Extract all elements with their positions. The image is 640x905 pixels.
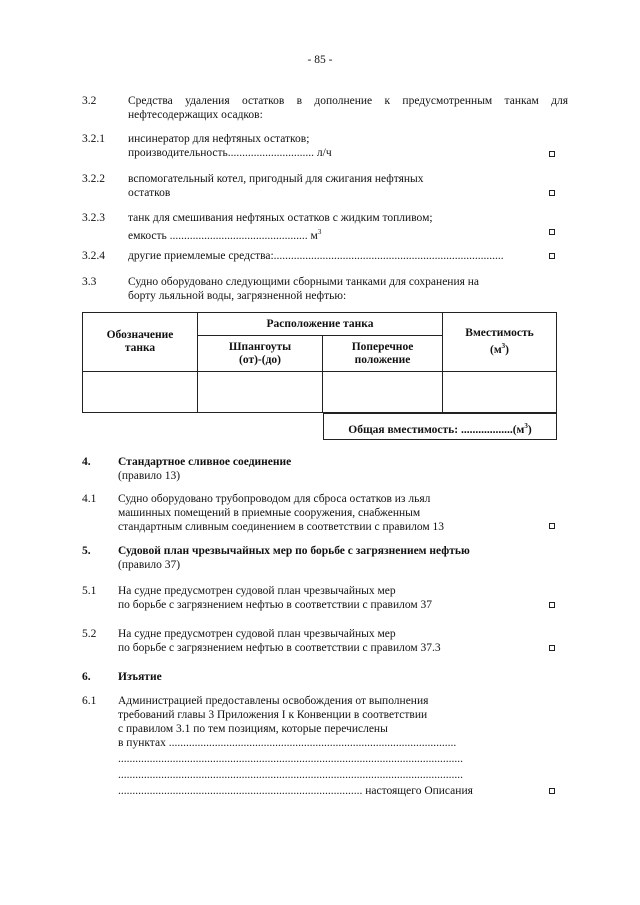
- section-title: Судовой план чрезвычайных мер по борьбе с загрязнением нефтью: [118, 545, 470, 557]
- checkbox[interactable]: [549, 523, 555, 529]
- item-text-line: инсинератор для нефтяных остатков;: [128, 133, 310, 145]
- checkbox[interactable]: [549, 190, 555, 196]
- table-cell[interactable]: [83, 372, 198, 413]
- item-number: 5.2: [82, 628, 97, 640]
- item-text-line: На судне предусмотрен судовой план чрезвычайных мер: [118, 628, 396, 640]
- checkbox[interactable]: [549, 788, 555, 794]
- item-text-line: Судно оборудовано следующими сборными танками для сохранения на: [128, 276, 480, 288]
- item-text-line: машинных помещений в приемные сооружения, снабженным: [118, 507, 421, 519]
- section-rule: (правило 37): [118, 559, 181, 571]
- item-text-line: Администрацией предоставлены освобождения от выполнения: [118, 695, 429, 707]
- item-number: 3.3: [82, 276, 97, 288]
- item-text-line: емкость ................................................ $м^3$: [128, 228, 322, 242]
- col-header-capacity: Вместимость $(м^3)$: [443, 313, 557, 372]
- item-text-line: по борьбе с загрязнением нефтью в соответствии с правилом 37: [118, 599, 433, 611]
- item-number: 3.2.3: [82, 212, 105, 224]
- section-title: Изъятие: [118, 671, 162, 683]
- item-text-line: требований главы 3 Приложения I к Конвенции в соответствии: [118, 709, 428, 721]
- total-capacity: Общая вместимость: $..................(м^3)$: [323, 413, 557, 440]
- item-text-line: На судне предусмотрен судовой план чрезвычайных мер: [118, 585, 396, 597]
- item-number: 6.1: [82, 695, 97, 707]
- item-text-line: с правилом 3.1 по тем позициям, которые перечислены: [118, 723, 388, 735]
- dotted-line: ........................................................................................................................: [118, 769, 463, 781]
- item-text-line: стандартным сливным соединением в соответствии с правилом 13: [118, 521, 445, 533]
- section-title: Стандартное сливное соединение: [118, 456, 292, 468]
- checkbox[interactable]: [549, 645, 555, 651]
- dotted-line: ........................................................................................................................: [118, 753, 463, 765]
- checkbox[interactable]: [549, 229, 555, 235]
- checkbox[interactable]: [549, 151, 555, 157]
- page-number: - 85 -: [307, 54, 333, 66]
- item-text-line: остатков: [128, 187, 171, 199]
- section-number: 6.: [82, 671, 91, 683]
- checkbox[interactable]: [549, 602, 555, 608]
- item-text-line: Судно оборудовано трубопроводом для сброса остатков из льял: [118, 493, 431, 505]
- item-number: 4.1: [82, 493, 97, 505]
- item-number: 3.2.2: [82, 173, 105, 185]
- item-text-line: ..................................................................................... настоящего Описания: [118, 785, 473, 797]
- item-text: другие приемлемые средства:................................................................................: [128, 250, 504, 262]
- item-text-line: по борьбе с загрязнением нефтью в соответствии с правилом 37.3: [118, 642, 441, 654]
- col-header-location: Расположение танка: [198, 313, 443, 336]
- item-number: 3.2: [82, 95, 97, 107]
- col-header-designation: Обозначение танка: [83, 313, 198, 372]
- checkbox[interactable]: [549, 253, 555, 259]
- item-text-line: борту льяльной воды, загрязненной нефтью:: [128, 290, 347, 302]
- item-number: 5.1: [82, 585, 97, 597]
- table-cell[interactable]: [443, 372, 557, 413]
- section-rule: (правило 13): [118, 470, 181, 482]
- item-number: 3.2.1: [82, 133, 105, 145]
- item-text-line: производительность.............................. л/ч: [128, 147, 332, 159]
- tanks-table: [82, 312, 557, 413]
- col-header-transverse: Поперечное положение: [323, 336, 443, 372]
- item-text-line: танк для смешивания нефтяных остатков с жидким топливом;: [128, 212, 433, 224]
- item-text: Средства удаления остатков в дополнение к предусмотренным танкам для нефтесодержащих осадков:: [128, 95, 568, 121]
- col-header-frames: Шпангоуты (от)-(до): [198, 336, 323, 372]
- item-text-line: вспомогательный котел, пригодный для сжигания нефтяных: [128, 173, 424, 185]
- section-number: 5.: [82, 545, 91, 557]
- item-number: 3.2.4: [82, 250, 105, 262]
- section-number: 4.: [82, 456, 91, 468]
- table-cell[interactable]: [323, 372, 443, 413]
- item-text-line: в пунктах ....................................................................................................: [118, 737, 457, 749]
- table-cell[interactable]: [198, 372, 323, 413]
